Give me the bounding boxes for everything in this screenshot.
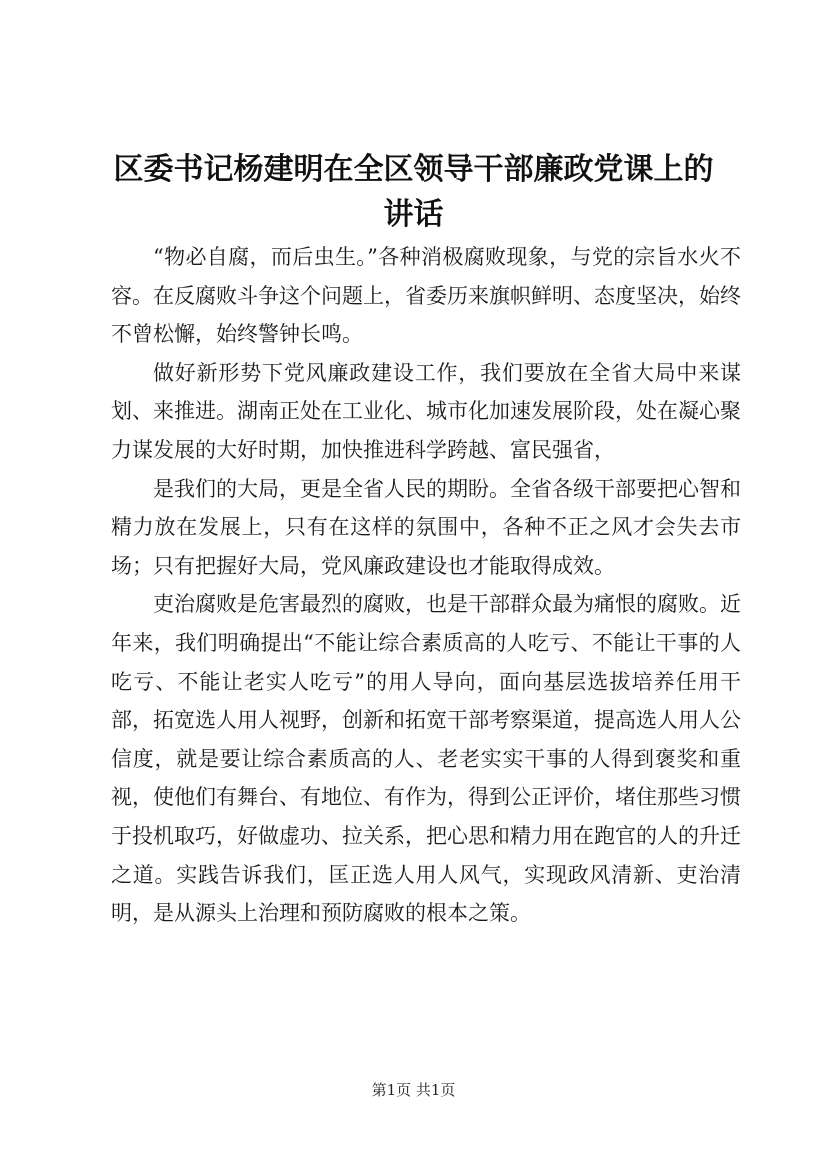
document-body bbox=[111, 238, 741, 933]
document-title: 区委书记杨建明在全区领导干部廉政党课上的讲话 bbox=[113, 152, 714, 232]
paragraph-1: “物必自腐，而后虫生。”各种消极腐败现象，与党的宗旨水火不容。在反腐败斗争这个问题上，省委历来旗帜鲜明、态度坚决，始终不曾松懈，始终警钟长鸣。 bbox=[111, 245, 741, 347]
paragraph-3: 是我们的大局，更是全省人民的期盼。全省各级干部要把心智和精力放在发展上，只有在这样的氛围中，各种不正之风才会失去市场；只有把握好大局，党风廉政建设也才能取得成效。 bbox=[111, 476, 741, 578]
paragraph-4: 吏治腐败是危害最烈的腐败，也是干部群众最为痛恨的腐败。近年来，我们明确提出“不能让综合素质高的人吃亏、不能让干事的人吃亏、不能让老实人吃亏”的用人导向，面向基层选拔培养任用干部，拓宽选人用人视野，创新和拓宽干部考察渠道，提高选人用人公信度，就是要让综合素质高的人、老老实实干事的人得到褒奖和重视，使他们有舞台、有地位、有作为，得到公正评价，堵住那些习惯于投机取巧，好做虚功、拉关系，把心思和精力用在跑官的人的升迁之道。实践告诉我们，匡正选人用人风气，实现政风清新、吏治清明，是从源头上治理和预防腐败的根本之策。 bbox=[111, 592, 741, 926]
paragraph-2: 做好新形势下党风廉政建设工作，我们要放在全省大局中来谋划、来推进。湖南正处在工业化、城市化加速发展阶段，处在凝心聚力谋发展的大好时期，加快推进科学跨越、富民强省， bbox=[111, 360, 741, 462]
page-number-footer: 第1页 共1页 bbox=[371, 1081, 456, 1099]
